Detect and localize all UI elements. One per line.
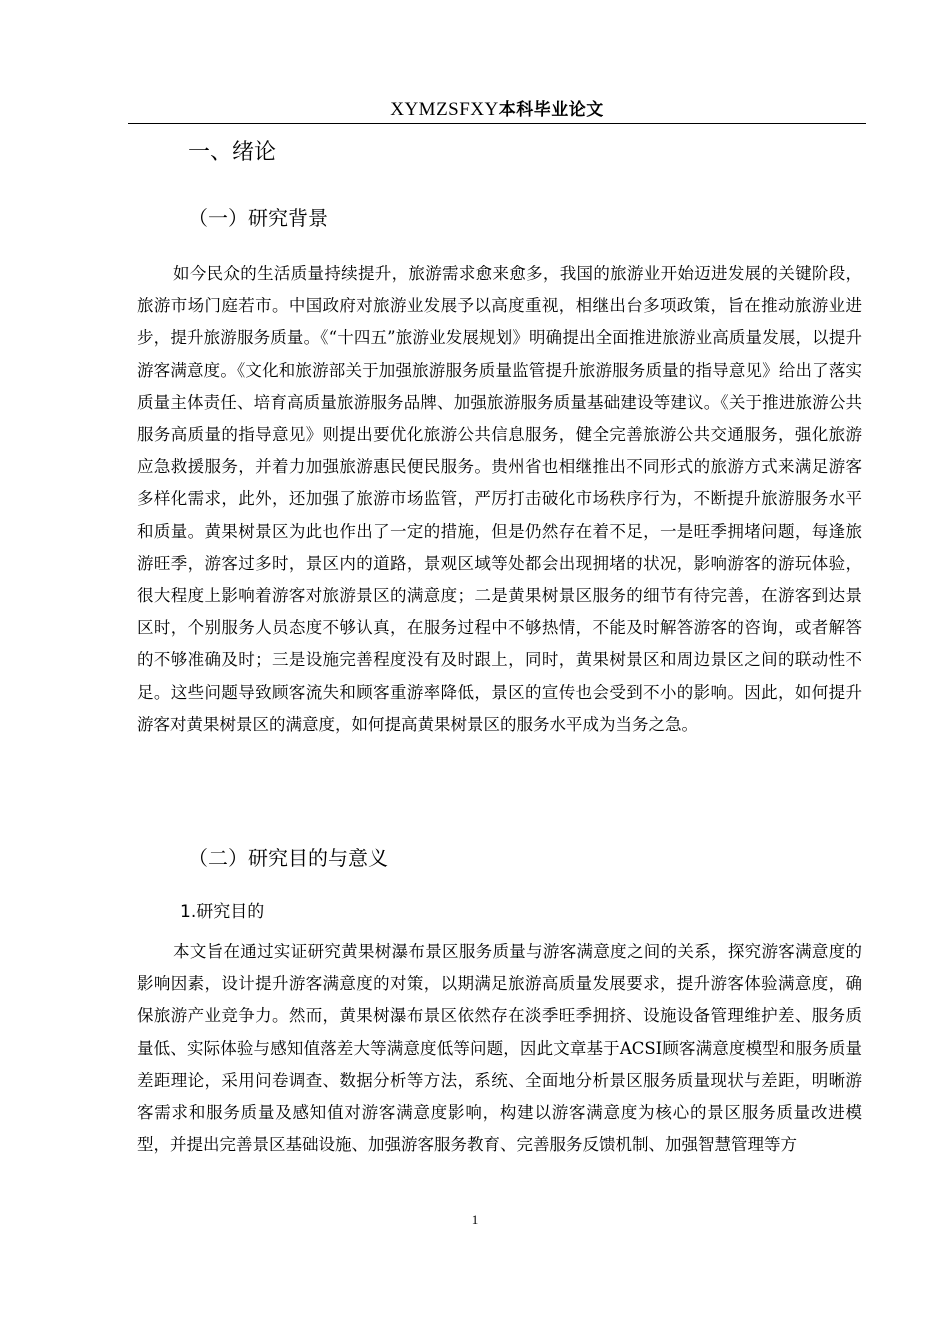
header-rule [128,123,866,124]
paragraph-purpose: 本文旨在通过实证研究黄果树瀑布景区服务质量与游客满意度之间的关系，探究游客满意度的影响因素，设计提升游客满意度的对策，以期满足旅游高质量发展要求，提升游客体验满意度，确保旅游产业竞争力。然而，黄果树瀑布景区依然存在淡季旺季拥挤、设施设备管理维护差、服务质量低、实际体验与感知值落差大等满意度低等问题，因此文章基于ACSI顾客满意度模型和服务质量差距理论，采用问卷调查、数据分析等方法，系统、全面地分析景区服务质量现状与差距，明晰游客需求和服务质量及感知值对游客满意度影响，构建以游客满意度为核心的景区服务质量改进模型，并提出完善景区基础设施、加强游客服务教育、完善服务反馈机制、加强智慧管理等方 [137,942,862,1155]
header-chinese: 本科毕业论文 [498,100,604,120]
header-latin: XYMZSFXY [390,99,499,120]
page-number: 1 [471,1212,479,1227]
chapter-title: 一、绪论 [188,140,277,165]
page-header [128,96,866,124]
subsection-title-purpose: 1.研究目的 [180,902,265,922]
paragraph-background: 如今民众的生活质量持续提升，旅游需求愈来愈多，我国的旅游业开始迈进发展的关键阶段，旅游市场门庭若市。中国政府对旅游业发展予以高度重视，相继出台多项政策，旨在推动旅游业进步，提升旅游服务质量。《“十四五”旅游业发展规划》明确提出全面推进旅游业高质量发展，以提升游客满意度。《文化和旅游部关于加强旅游服务质量监管提升旅游服务质量的指导意见》给出了落实质量主体责任、培育高质量旅游服务品牌、加强旅游服务质量基础建设等建议。《关于推进旅游公共服务高质量的指导意见》则提出要优化旅游公共信息服务，健全完善旅游公共交通服务，强化旅游应急救援服务，并着力加强旅游惠民便民服务。贵州省也相继推出不同形式的旅游方式来满足游客多样化需求，此外，还加强了旅游市场监管，严厉打击破化市场秩序行为，不断提升旅游服务水平和质量。黄果树景区为此也作出了一定的措施，但是仍然存在着不足，一是旺季拥堵问题，每逢旅游旺季，游客过多时，景区内的道路，景观区域等处都会出现拥堵的状况，影响游客的游玩体验，很大程度上影响着游客对旅游景区的满意度；二是黄果树景区服务的细节有待完善，在游客到达景区时，个别服务人员态度不够认真，在服务过程中不够热情，不能及时解答游客的咨询，或者解答的不够准确及时；三是设施完善程度没有及时跟上，同时，黄果树景区和周边景区之间的联动性不足。这些问题导致顾客流失和顾客重游率降低，景区的宣传也会受到不小的影响。因此，如何提升游客对黄果树景区的满意度，如何提高黄果树景区的服务水平成为当务之急。 [137,264,862,734]
section-title-background: （一）研究背景 [188,206,328,230]
section-title-purpose: （二）研究目的与意义 [188,846,388,870]
